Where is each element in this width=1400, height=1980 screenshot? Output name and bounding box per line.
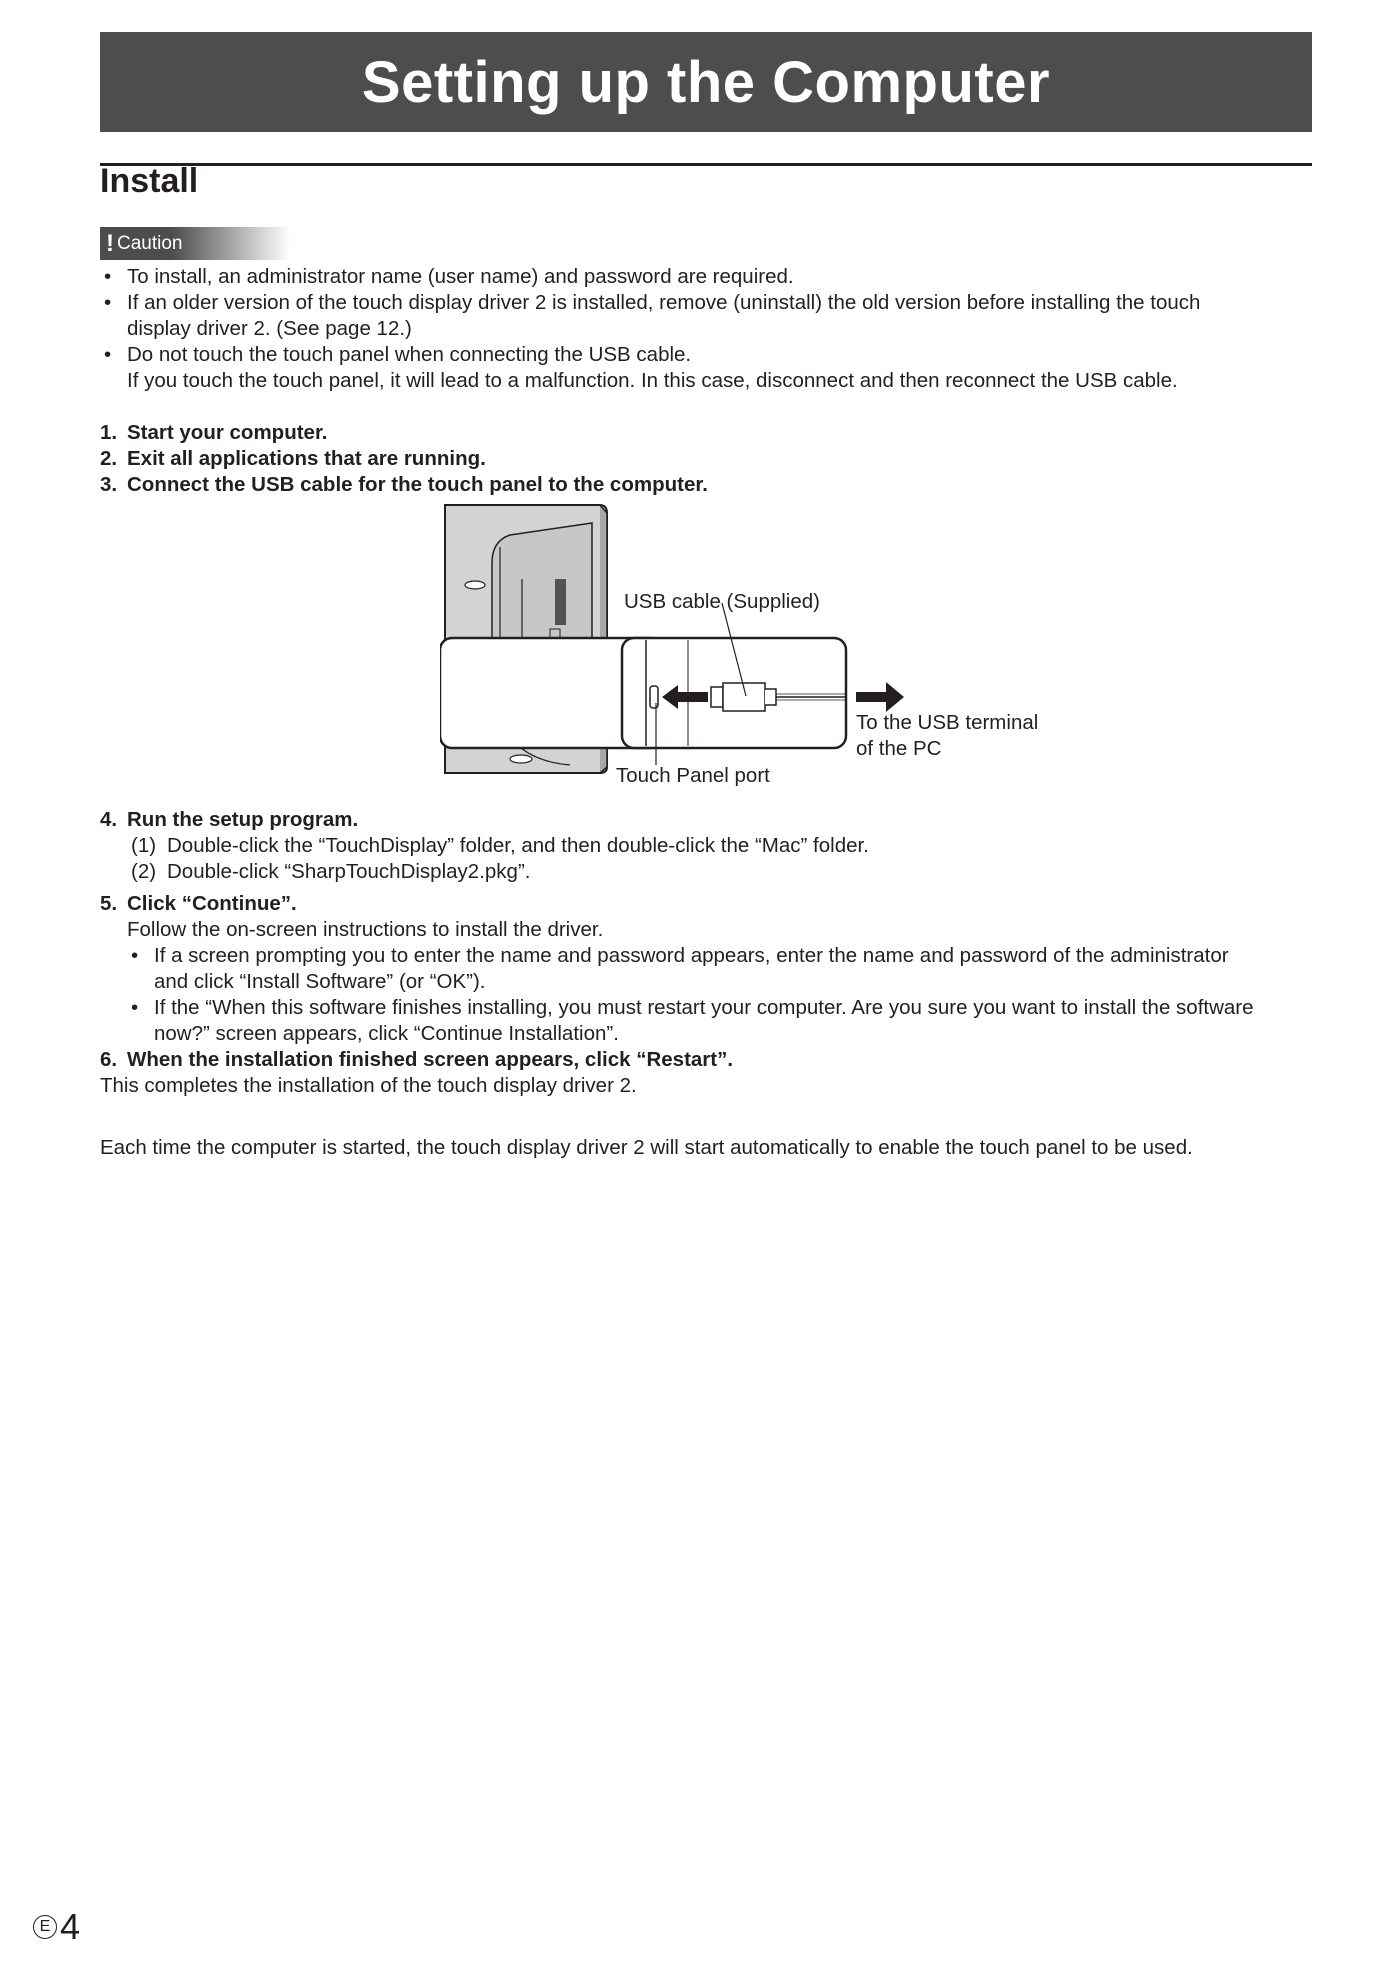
step-5 [100,891,1312,1099]
step-5-intro: Follow the on-screen instructions to install the driver. [127,918,604,941]
usb-connection-diagram [440,503,1060,799]
steps-1-3 [100,420,1312,498]
step-item: 6. When the installation finished screen appears, click “Restart”. [100,1048,734,1071]
zoom-callout [440,638,846,748]
bullet-icon: • [104,265,112,288]
language-circle: E [33,1915,57,1939]
touch-panel-port-label: Touch Panel port [616,764,770,787]
exclamation-icon: ! [106,229,114,257]
footer-note: Each time the computer is started, the touch display driver 2 will start automatically to enable the touch panel to be used. [100,1136,1193,1159]
to-usb-terminal-label-line2: of the PC [856,737,942,760]
caution-item: • Do not touch the touch panel when connecting the USB cable. If you touch the touch panel, it will lead to a malfunction. In this case, disconnect and then reconnect the USB cable. [104,343,1178,392]
sub-step: (1) Double-click the “TouchDisplay” folder, and then double-click the “Mac” folder. [131,834,869,857]
step-item: 2. Exit all applications that are running. [100,447,486,470]
step-5-bullet: • If the “When this software finishes installing, you must restart your computer. Are you sure you want to install the software now?” screen appears, click “Continue Installation”. [131,996,1254,1045]
bullet-icon: • [131,944,139,967]
arrow-right-icon [856,682,904,712]
step-item: 4. Run the setup program. [100,808,359,831]
caution-list [100,264,1312,394]
page-title: Setting up the Computer [361,49,1051,115]
section-title: Install [100,162,199,200]
bullet-icon: • [104,291,112,314]
step-4 [100,807,1312,885]
step-item: 5. Click “Continue”. [100,892,297,915]
page-number [33,1906,80,1948]
page-number-value: 4 [60,1906,81,1947]
caution-label: Caution [117,232,183,254]
usb-cable-label: USB cable (Supplied) [624,590,820,613]
step-5-bullet: • If a screen prompting you to enter the name and password appears, enter the name and password of the administrator and click “Install Software” (or “OK”). [131,944,1229,993]
page-header [100,32,1312,132]
completion-text: This completes the installation of the touch display driver 2. [100,1074,637,1097]
sub-step: (2) Double-click “SharpTouchDisplay2.pkg”. [131,860,531,883]
caution-badge [100,227,290,260]
step-item: 3. Connect the USB cable for the touch panel to the computer. [100,473,708,496]
step-item: 1. Start your computer. [100,421,328,444]
bullet-icon: • [104,343,112,366]
section-divider [100,163,1312,166]
bullet-icon: • [131,996,139,1019]
to-usb-terminal-label: To the USB terminal [856,711,1039,734]
caution-item: • If an older version of the touch display driver 2 is installed, remove (uninstall) the old version before installing the touch display driver 2. (See page 12.) [104,291,1201,340]
caution-item: • To install, an administrator name (user name) and password are required. [104,265,794,288]
